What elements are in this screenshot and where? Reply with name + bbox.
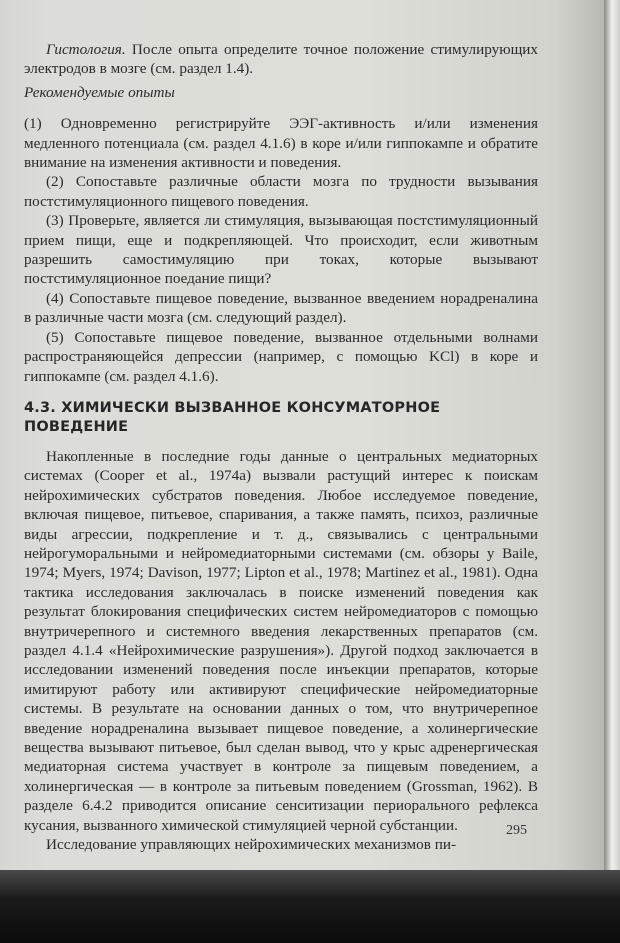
section-heading-line-1: 4.3. ХИМИЧЕСКИ ВЫЗВАННОЕ КОНСУМАТОРНОЕ	[24, 399, 441, 416]
body-paragraph-1: Накопленные в последние годы данные о центральных медиаторных системах (Cooper et al., 1974a) вызвали растущий интерес к поискам нейрохимических субстратов поведения. Любое исследуемое поведение, включая пищевое, питьевое, спаривания, а также память, психоз, различные виды агрессии, подкрепление и т. д., связывались с центральными нейрогуморальными и нейромедиаторными системами (см. обзоры у Baile, 1974; Myers, 1974; Davison, 1977; Lipton et al., 1978; Martinez et al., 1981). Одна тактика исследования заключалась в поиске изменений поведения как результат блокирования специфических систем нейромедиаторов с помощью внутричерепного и системного введения лекарственных препаратов (см. раздел 4.1.4 «Нейрохимические разрушения»). Другой подход заключается в исследовании изменений поведения после инъекции препаратов, которые имитируют работу или активируют специфические нейромедиаторные системы. В результате на основании данных о том, что внутричерепное введение норадреналина вызывает пищевое поведение, а холинергические вещества вызывают питьевое, был сделан вывод, что у крыс адренергическая медиаторная система участвует в контроле за пищевым поведением, а холинергическая — в контроле за питьевым поведением (Grossman, 1962). В разделе 6.4.2 приводится описание сенситизации периорального рефлекса кусания, вызванного химической стимуляцией черной субстанции.	[24, 447, 538, 834]
section-heading-line-2: ПОВЕДЕНИЕ	[24, 418, 129, 435]
page-edge	[604, 0, 620, 870]
histology-paragraph	[24, 40, 538, 79]
page-number: 295	[506, 823, 527, 838]
experiment-3: (3) Проверьте, является ли стимуляция, вызывающая постстимуляционный прием пищи, еще и подкрепляющей. Что происходит, если животным разрешить самостимуляцию при токах, которые вызывают постстимуляционное поедание пищи?	[24, 212, 538, 288]
recommended-experiments-heading: Рекомендуемые опыты	[24, 83, 175, 101]
experiment-5: (5) Сопоставьте пищевое поведение, вызванное отдельными волнами распространяющейся депрессии (например, с помощью KCl) в коре и гиппокампе (см. раздел 4.1.6).	[24, 328, 538, 385]
histology-label: Гистология.	[46, 41, 126, 58]
experiment-1: (1) Одновременно регистрируйте ЭЭГ-активность и/или изменения медленного потенциала (см. раздел 4.1.6) в коре и/или гиппокампе и обратите внимание на изменения активности и поведения.	[24, 115, 538, 172]
section-heading	[24, 399, 538, 437]
experiment-2: (2) Сопоставьте различные области мозга по трудности вызывания постстимуляционного пищевого поведения.	[24, 173, 538, 210]
scan-shadow	[0, 870, 620, 943]
histology-text: После опыта определите точное положение стимулирующих электродов в мозге (см. раздел 1.4).	[24, 41, 538, 78]
body-paragraph-2: Исследование управляющих нейрохимических механизмов пи-	[46, 836, 457, 854]
page-text-block	[24, 40, 538, 854]
experiment-4: (4) Сопоставьте пищевое поведение, вызванное введением норадреналина в различные части мозга (см. следующий раздел).	[24, 289, 538, 327]
